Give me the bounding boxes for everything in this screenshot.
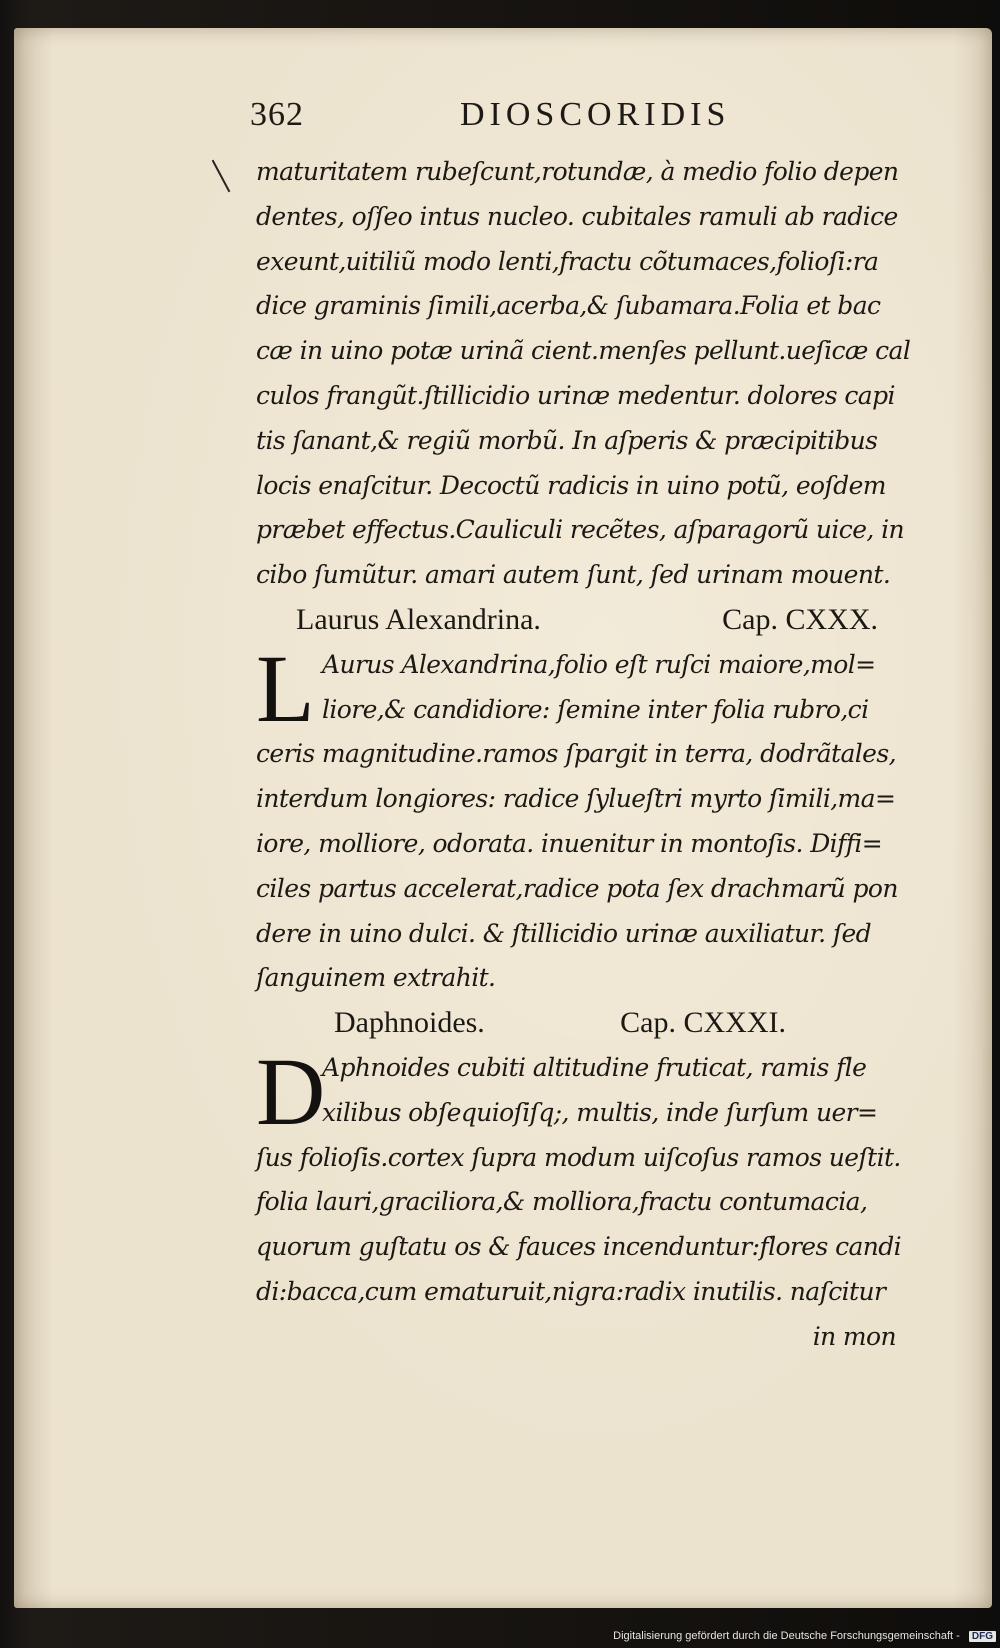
text-line: dice graminis ſimili,acerba,& ſubamara.Folia et bac bbox=[256, 291, 881, 321]
text-line: interdum longiores: radice ſylueſtri myrto ſimili,ma= bbox=[256, 784, 896, 814]
text-line: Aphnoides cubiti altitudine fruticat, ramis fle bbox=[322, 1052, 867, 1082]
text-line: cæ in uino potæ urinã cient.menſes pellunt.ueſicæ cal bbox=[256, 336, 911, 366]
drop-cap-initial: L bbox=[256, 634, 315, 742]
drop-cap-initial: D bbox=[256, 1037, 326, 1145]
text-line: exeunt,uitiliũ modo lenti,fractu cõtumaces,folioſi:ra bbox=[256, 246, 879, 276]
text-line: culos frangũt.ſtillicidio urinæ medentur. dolores capi bbox=[256, 380, 895, 410]
running-title: DIOSCORIDIS bbox=[460, 96, 731, 133]
digitization-credit bbox=[613, 1630, 996, 1642]
text-line: præbet effectus.Cauliculi recẽtes, aſparagorũ uice, in bbox=[256, 515, 904, 545]
text-line: cibo ſumũtur. amari autem ſunt, ſed urinam mouent. bbox=[256, 560, 891, 590]
credit-text: Digitalisierung gefördert durch die Deutsche Forschungsgemeinschaft - bbox=[613, 1630, 960, 1642]
chapter-130-paragraph bbox=[256, 634, 898, 1001]
text-line: di:bacca,cum ematuruit,nigra:radix inutilis. naſcitur bbox=[256, 1276, 886, 1306]
text-line: tis ſanant,& regiũ morbũ. In aſperis & præcipitibus bbox=[256, 425, 878, 455]
text-line: iore, molliore, odorata. inuenitur in montoſis. Diffi= bbox=[256, 828, 883, 858]
text-line: ciles partus accelerat,radice pota ſex drachmarũ pon bbox=[256, 873, 898, 903]
text-line: xilibus obſequioſiſq;, multis, inde ſurſum uer= bbox=[322, 1097, 878, 1127]
dfg-logo-icon: DFG bbox=[969, 1631, 996, 1642]
text-block bbox=[256, 150, 911, 1360]
chapter-131-paragraph bbox=[256, 1037, 902, 1360]
text-line: ſus folioſis.cortex ſupra modum uiſcoſus ramos ueſtit. bbox=[256, 1142, 901, 1172]
text-line: ſanguinem extrahit. bbox=[256, 963, 496, 993]
chapter-title: Laurus Alexandrina. bbox=[296, 602, 541, 636]
page-number: 362 bbox=[250, 96, 304, 133]
text-line: liore,& candidiore: ſemine inter folia rubro,ci bbox=[322, 694, 869, 724]
chapter-heading-130 bbox=[256, 598, 896, 643]
text-line: dentes, oſſeo intus nucleo. cubitales ramuli ab radice bbox=[256, 201, 898, 231]
text-line: maturitatem rubeſcunt,rotundæ, à medio folio depen bbox=[256, 157, 899, 186]
chapter-number: Cap. CXXX. bbox=[722, 602, 878, 636]
catchword: in mon bbox=[812, 1321, 896, 1351]
chapter-heading-131 bbox=[256, 1001, 896, 1046]
text-line: quorum guſtatu os & fauces incenduntur:flores candi bbox=[256, 1232, 902, 1262]
text-line: locis enaſcitur. Decoctũ radicis in uino potũ, eoſdem bbox=[256, 470, 886, 500]
chapter-title: Daphnoides. bbox=[334, 1006, 485, 1040]
text-line: Aurus Alexandrina,folio eſt ruſci maiore,mol= bbox=[322, 649, 876, 679]
running-head bbox=[250, 96, 890, 146]
chapter-number: Cap. CXXXI. bbox=[620, 1006, 786, 1040]
text-line: folia lauri,graciliora,& molliora,fractu contumacia, bbox=[256, 1187, 868, 1217]
text-line: dere in uino dulci. & ſtillicidio urinæ auxiliatur. ſed bbox=[256, 918, 872, 948]
text-line: ceris magnitudine.ramos ſpargit in terra, dodrãtales, bbox=[256, 739, 896, 769]
